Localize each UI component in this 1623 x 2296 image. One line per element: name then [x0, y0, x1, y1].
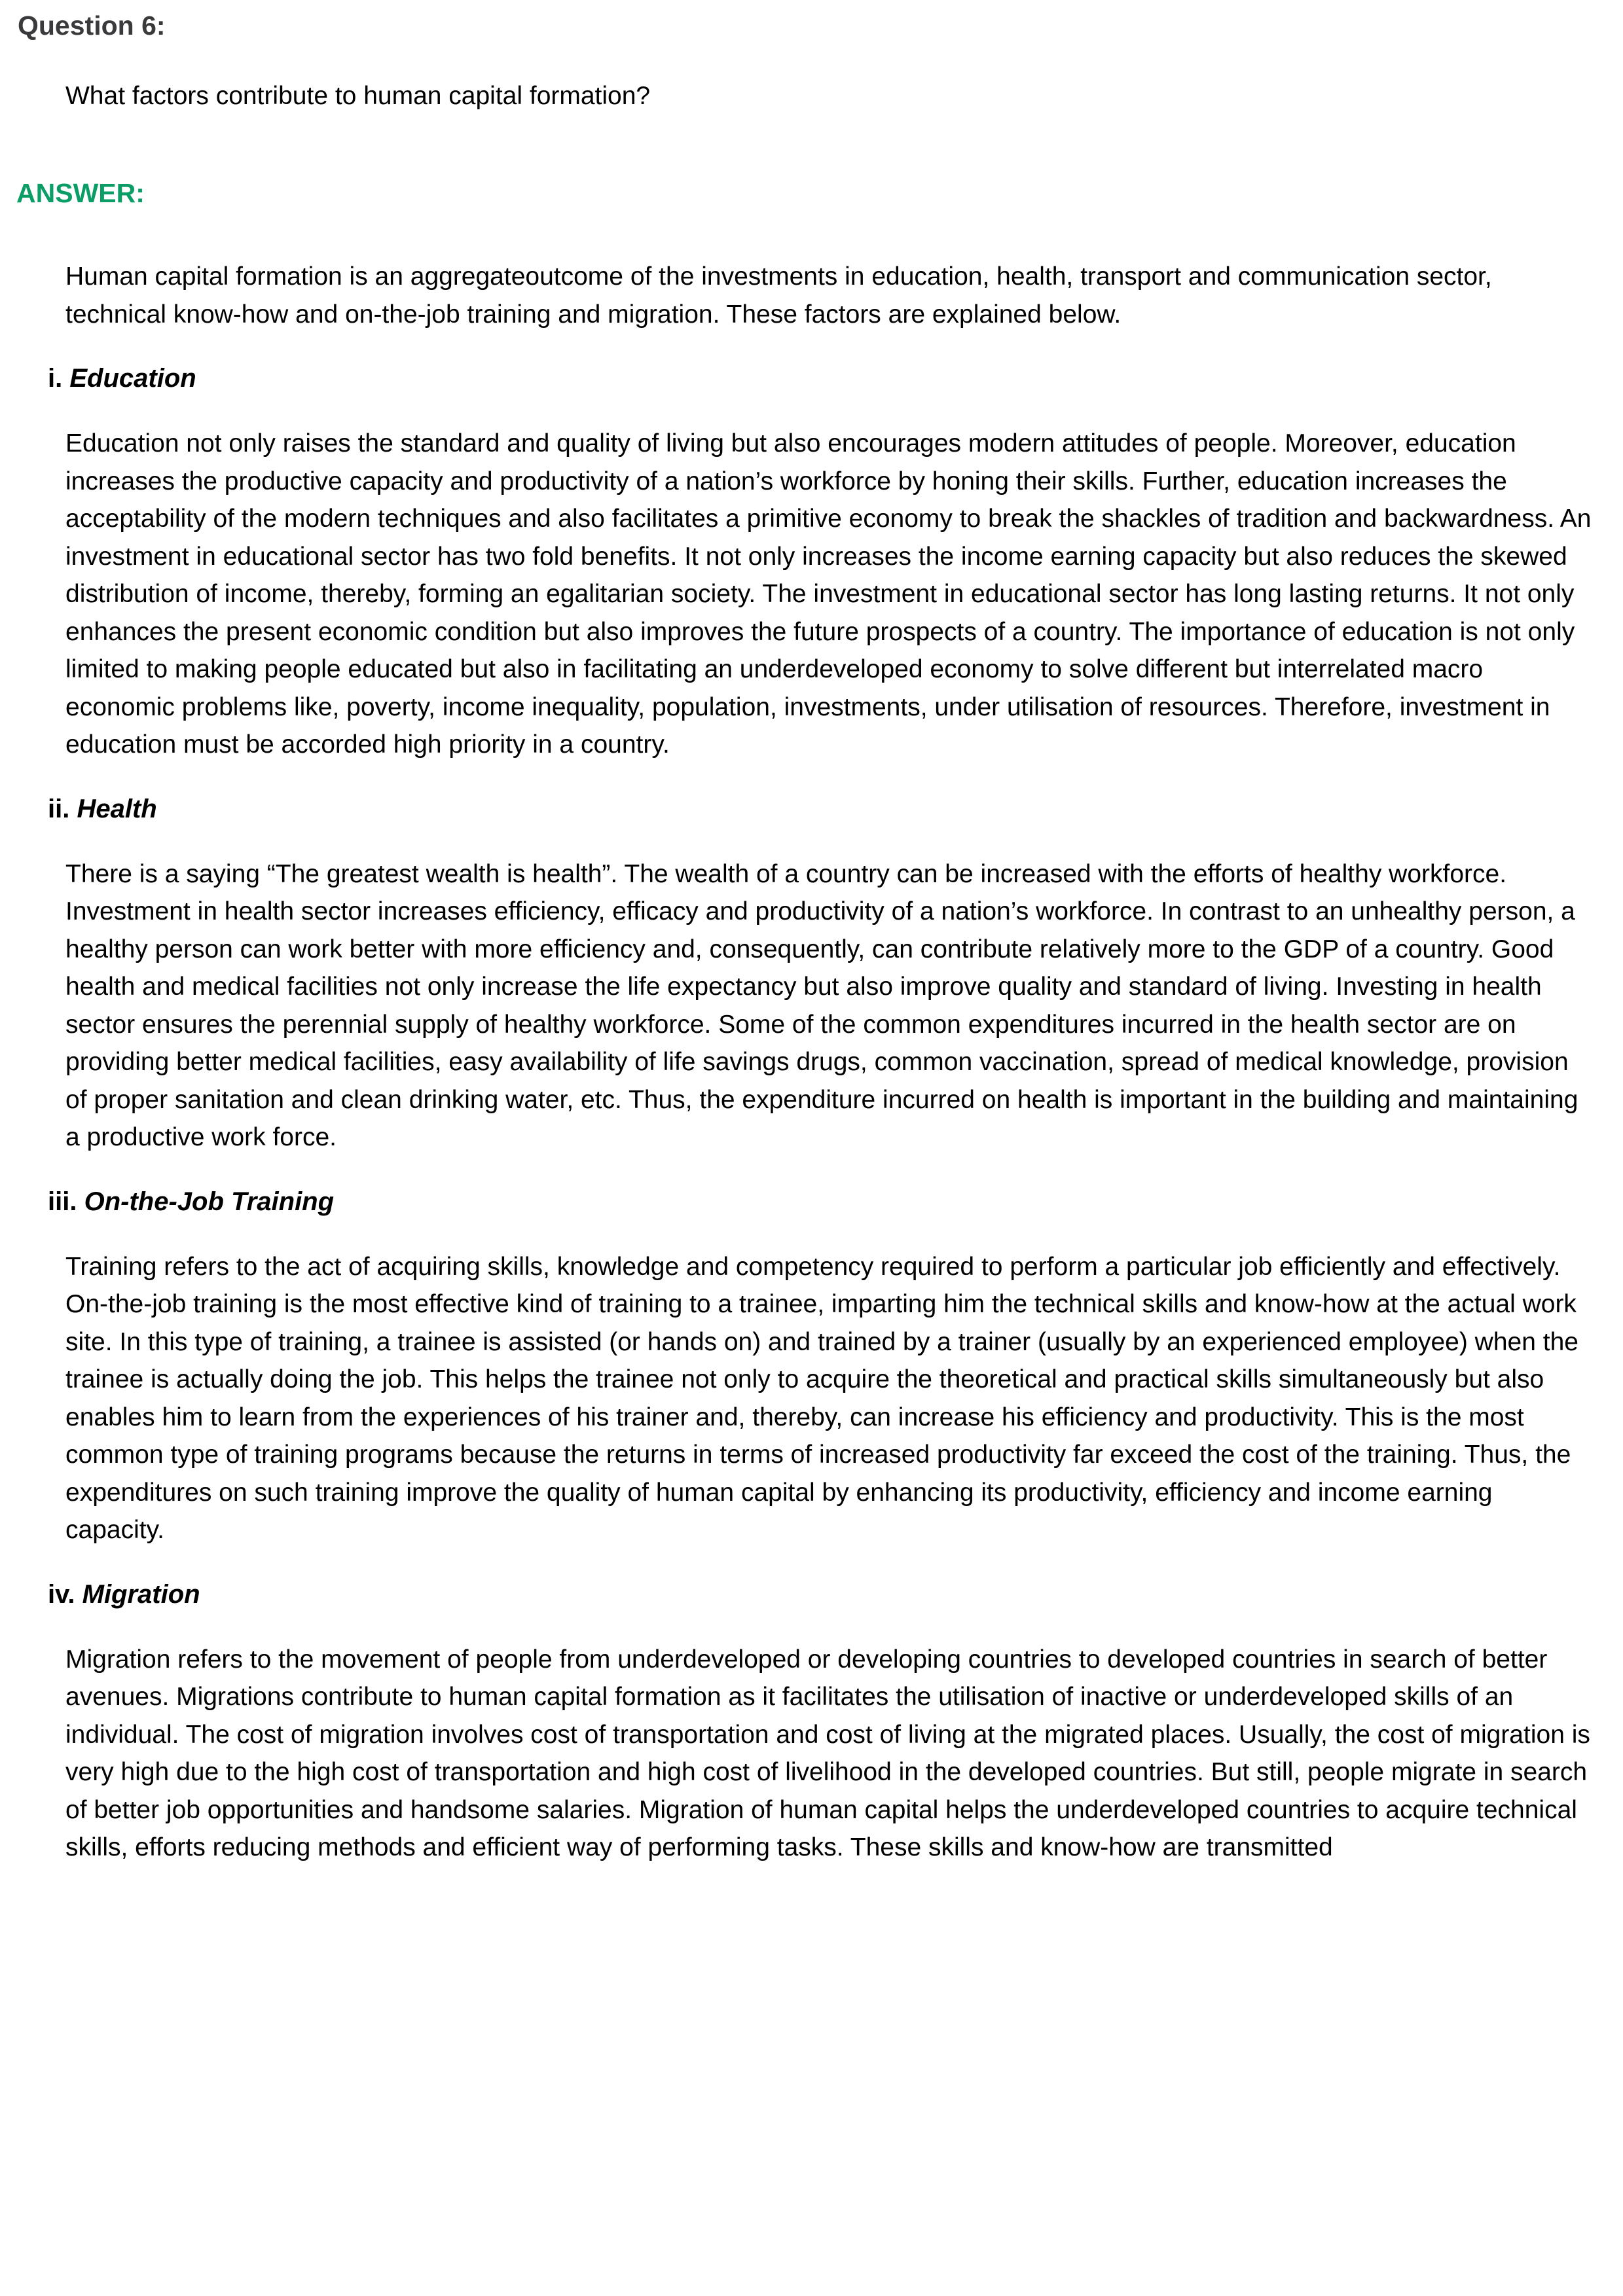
question-label: Question 6:: [18, 10, 166, 41]
answer-label: ANSWER:: [16, 178, 145, 208]
question-text: What factors contribute to human capital formation?: [65, 82, 651, 110]
section-heading-education: [48, 359, 1594, 397]
section-prefix-health: ii.: [48, 794, 77, 823]
section-title-migration: Migration: [82, 1579, 200, 1609]
section-paragraph-migration: Migration refers to the movement of people from underdeveloped or developing countries to developed countries in search of better avenues. Migrations contribute to human capital formation as it facilitates the utilisation of inactive or underdeveloped skills of an individual. The cost of migration involves cost of transportation and cost of living at the migrated places. Usually, the cost of migration is very high due to the high cost of transportation and high cost of livelihood in the developed countries. But still, people migrate in search of better job opportunities and handsome salaries. Migration of human capital helps the underdeveloped countries to acquire technical skills, efforts reducing methods and efficient way of performing tasks. These skills and know-how are transmitted: [65, 1645, 1590, 1861]
section-heading-on-the-job-training: [48, 1183, 1594, 1221]
section-heading-health: [48, 790, 1594, 828]
section-title-education: Education: [69, 364, 196, 393]
section-paragraph-on-the-job-training: Training refers to the act of acquiring skills, knowledge and competency required to perform a particular job efficiently and effectively. On-the-job training is the most effective kind of training to a trainee, imparting him the technical skills and know-how at the actual work site. In this type of training, a trainee is assisted (or hands on) and trained by a trainer (usually by an experienced employee) when the trainee is actually doing the job. This helps the trainee not only to acquire the theoretical and practical skills simultaneously but also enables him to learn from the experiences of his trainer and, thereby, can increase his efficiency and productivity. This is the most common type of training programs because the returns in terms of increased productivity far exceed the cost of the training. Thus, the expenditures on such training improve the quality of human capital by enhancing its productivity, efficiency and income earning capacity.: [65, 1252, 1578, 1544]
section-heading-migration: [48, 1575, 1594, 1613]
section-paragraph-health: There is a saying “The greatest wealth is health”. The wealth of a country can be increased with the efforts of healthy workforce. Investment in health sector increases efficiency, efficacy and productivity of a nation’s workforce. In contrast to an unhealthy person, a healthy person can work better with more efficiency and, consequently, can contribute relatively more to the GDP of a country. Good health and medical facilities not only increase the life expectancy but also improve quality and standard of living. Investing in health sector ensures the perennial supply of healthy workforce. Some of the common expenditures incurred in the health sector are on providing better medical facilities, easy availability of life savings drugs, common vaccination, spread of medical knowledge, provision of proper sanitation and clean drinking water, etc. Thus, the expenditure incurred on health is important in the building and maintaining a productive work force.: [65, 859, 1578, 1151]
section-prefix-migration: iv.: [48, 1579, 82, 1609]
section-prefix-education: i.: [48, 364, 70, 393]
section-title-health: Health: [77, 794, 157, 823]
section-title-on-the-job-training: On-the-Job Training: [84, 1187, 335, 1216]
intro-paragraph: Human capital formation is an aggregateoutcome of the investments in education, health, transport and communication sector, technical know-how and on-the-job training and migration. These factors are explained below.: [65, 262, 1492, 329]
section-prefix-on-the-job-training: iii.: [48, 1187, 84, 1216]
section-paragraph-education: Education not only raises the standard and quality of living but also encourages modern attitudes of people. Moreover, education increases the productive capacity and productivity of a nation’s workforce by honing their skills. Further, education increases the acceptability of the modern techniques and also facilitates a primitive economy to break the shackles of tradition and backwardness. An investment in educational sector has two fold benefits. It not only increases the income earning capacity but also reduces the skewed distribution of income, thereby, forming an egalitarian society. The investment in educational sector has long lasting returns. It not only enhances the present economic condition but also improves the future prospects of a country. The importance of education is not only limited to making people educated but also in facilitating an underdeveloped economy to solve different but interrelated macro economic problems like, poverty, income inequality, population, investments, under utilisation of resources. Therefore, investment in education must be accorded high priority in a country.: [65, 429, 1592, 759]
